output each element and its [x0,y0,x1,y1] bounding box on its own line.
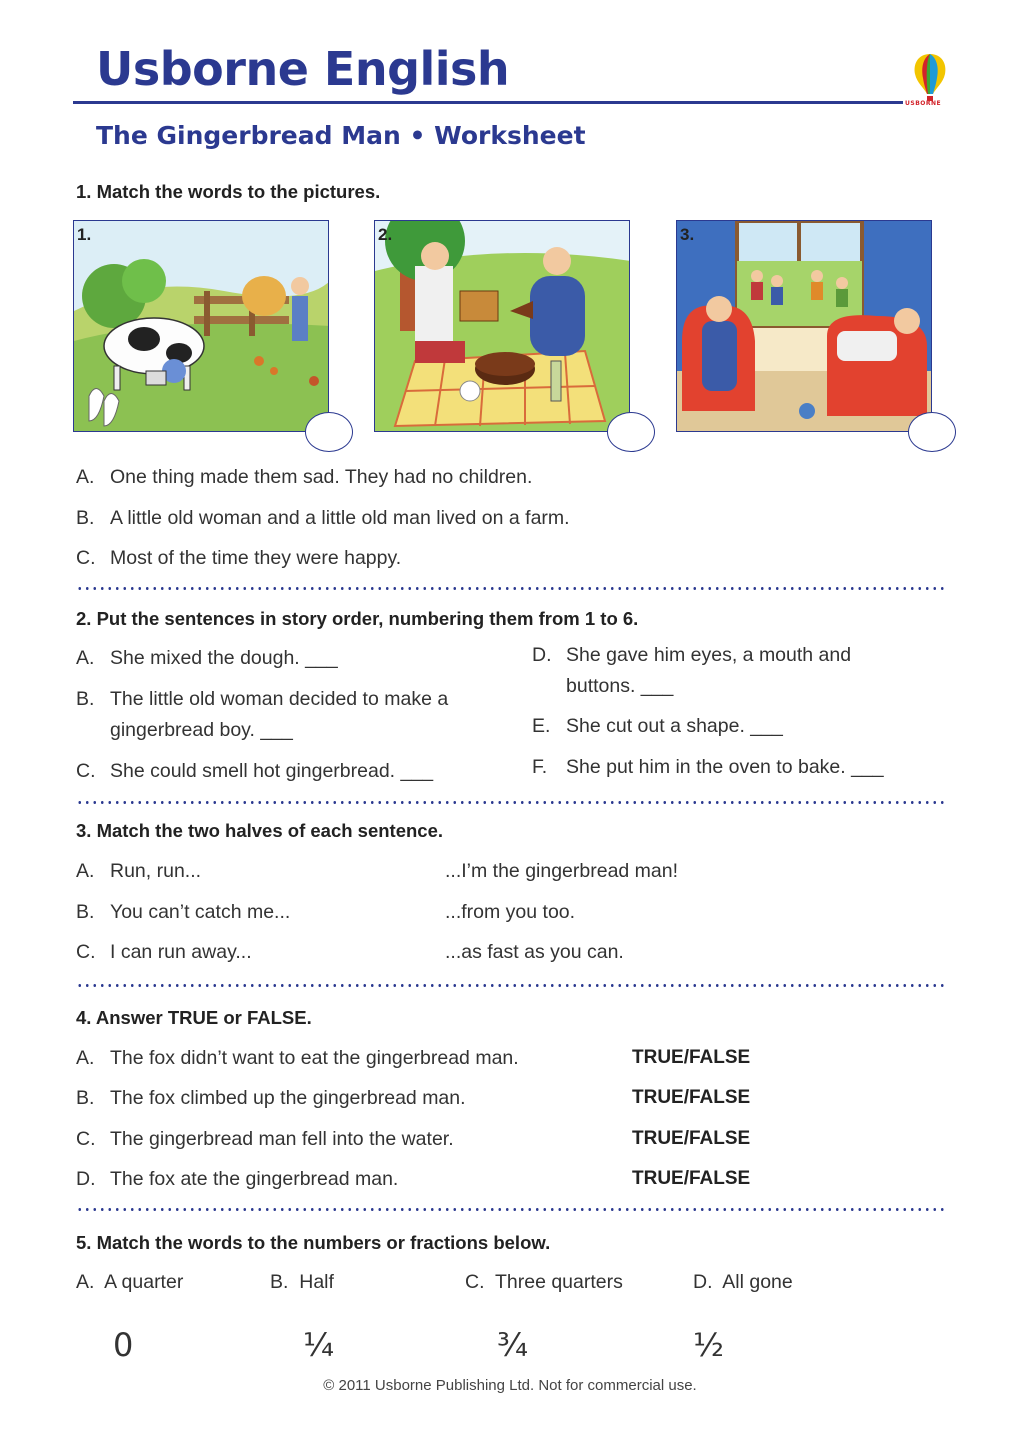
q4-item-b [76,1087,466,1110]
q1-item-c [76,547,401,570]
section-divider [76,1208,948,1211]
answer-circle-2[interactable] [607,412,655,452]
picture-3 [676,220,932,432]
q3-left-c-label: C. [76,941,96,963]
q1-item-b-label: B. [76,507,95,529]
q5-fraction-half: ½ [693,1326,725,1364]
answer-circle-3[interactable] [908,412,956,452]
q5-word-c: C. Three quarters [465,1271,623,1293]
q2-item-a [76,647,338,670]
q3-left-a-text: Run, run... [110,860,202,882]
q3-left-a [76,860,201,883]
q2-item-d-text: She gave him eyes, a mouth and [566,644,852,666]
q5-word-a: A. A quarter [76,1271,184,1293]
q3-right-2: ...from you too. [445,901,576,923]
q4-item-b-label: B. [76,1087,95,1109]
q1-item-c-text: Most of the time they were happy. [110,547,402,569]
q3-left-b-label: B. [76,901,95,923]
q5-heading: 5. Match the words to the numbers or fractions below. [76,1232,551,1253]
q2-item-c [76,760,433,783]
q3-right-3: ...as fast as you can. [445,941,624,963]
q3-heading: 3. Match the two halves of each sentence. [76,820,444,841]
section-divider [76,984,948,987]
q2-item-e-text: She cut out a shape. ___ [566,715,783,737]
q1-item-c-label: C. [76,547,96,569]
q4-item-c [76,1128,454,1151]
q2-item-b-continued: gingerbread boy. ___ [110,719,293,741]
q3-right-1: ...I’m the gingerbread man! [445,860,679,882]
q1-item-a-text: One thing made them sad. They had no children. [110,466,533,488]
q4-item-d-label: D. [76,1168,96,1190]
q5-number-zero: 0 [113,1326,134,1364]
q4-item-a-text: The fox didn’t want to eat the gingerbread man. [110,1047,519,1069]
q1-heading: 1. Match the words to the pictures. [76,181,381,202]
q4-item-a-answer[interactable]: TRUE/FALSE [632,1047,751,1068]
q5-fraction-quarter: ¼ [303,1326,335,1364]
q1-item-a [76,466,532,489]
q4-item-b-answer[interactable]: TRUE/FALSE [632,1087,751,1108]
q2-item-e [532,715,783,738]
window-illustration [677,221,932,432]
q1-item-b [76,507,570,530]
q4-item-c-label: C. [76,1128,96,1150]
picture-2 [374,220,630,432]
q3-left-c-text: I can run away... [110,941,252,963]
q2-item-c-label: C. [76,760,96,782]
q2-heading: 2. Put the sentences in story order, numbering them from 1 to 6. [76,608,639,629]
picnic-illustration [375,221,630,432]
q2-item-d [532,644,851,667]
q4-item-b-text: The fox climbed up the gingerbread man. [110,1087,466,1109]
q2-item-b-text: The little old woman decided to make a [110,688,449,710]
q2-item-b [76,688,448,711]
q5-word-d: D. All gone [693,1271,793,1293]
q3-left-b [76,901,290,924]
picture-1 [73,220,329,432]
q1-item-a-label: A. [76,466,95,488]
q4-item-d-text: The fox ate the gingerbread man. [110,1168,399,1190]
q1-item-b-text: A little old woman and a little old man lived on a farm. [110,507,570,529]
q2-item-d-label: D. [532,644,552,666]
page-title: Usborne English [96,42,510,96]
worksheet-subtitle: The Gingerbread Man • Worksheet [96,121,586,150]
q5-fraction-three-quarters: ¾ [497,1326,529,1364]
title-underline [73,101,903,104]
q3-left-c [76,941,252,964]
q4-item-d-answer[interactable]: TRUE/FALSE [632,1168,751,1189]
q3-left-a-label: A. [76,860,95,882]
q2-item-a-text: She mixed the dough. ___ [110,647,338,669]
copyright-footer: © 2011 Usborne Publishing Ltd. Not for commercial use. [323,1377,697,1394]
q2-item-d-continued: buttons. ___ [566,675,674,697]
q2-item-f-label: F. [532,756,548,778]
q2-item-a-label: A. [76,647,95,669]
q4-heading: 4. Answer TRUE or FALSE. [76,1007,312,1028]
q5-word-b: B. Half [270,1271,334,1293]
picture-3-number: 3. [680,225,695,244]
q2-item-f-text: She put him in the oven to bake. ___ [566,756,884,778]
farm-illustration [74,221,329,432]
picture-1-number: 1. [77,225,92,244]
q4-item-a [76,1047,519,1070]
q2-item-b-label: B. [76,688,95,710]
q4-item-c-text: The gingerbread man fell into the water. [110,1128,454,1150]
q2-item-f [532,756,884,779]
q4-item-a-label: A. [76,1047,95,1069]
usborne-logo-text: USBORNE [905,100,942,107]
q3-left-b-text: You can’t catch me... [110,901,291,923]
q4-item-d [76,1168,398,1191]
picture-2-number: 2. [378,225,393,244]
q4-item-c-answer[interactable]: TRUE/FALSE [632,1128,751,1149]
q2-item-e-label: E. [532,715,551,737]
section-divider [76,801,948,804]
answer-circle-1[interactable] [305,412,353,452]
q2-item-c-text: She could smell hot gingerbread. ___ [110,760,434,782]
section-divider [76,587,948,590]
